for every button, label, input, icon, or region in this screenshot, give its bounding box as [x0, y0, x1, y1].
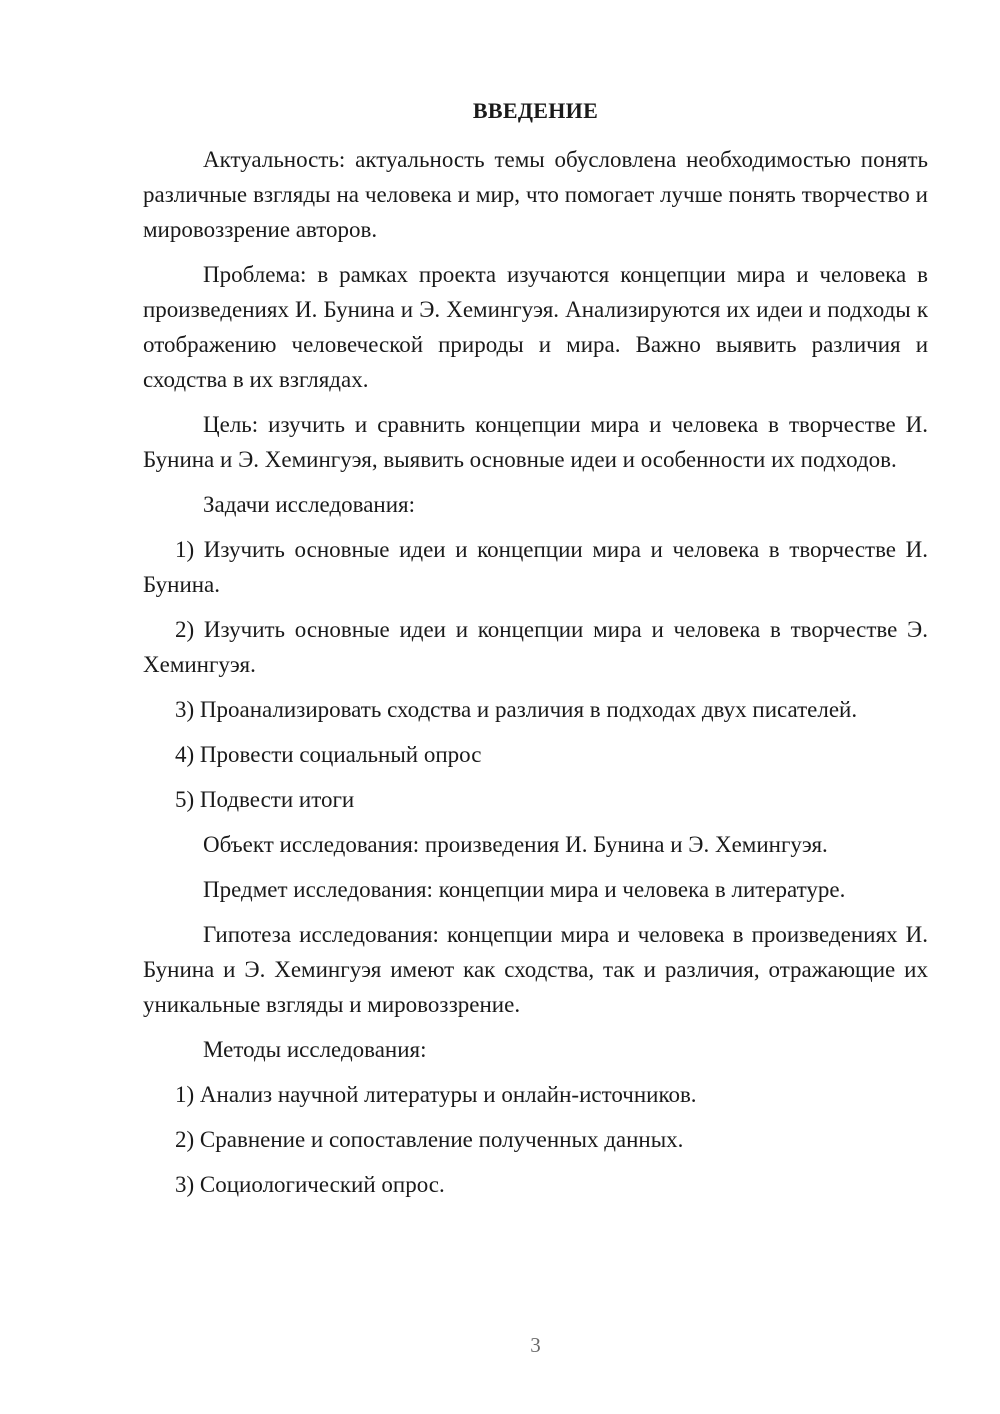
task-item-1: 1) Изучить основные идеи и концепции мира и человека в творчестве И. Бунина.	[143, 537, 928, 597]
relevance-paragraph: Актуальность: актуальность темы обусловлена необходимостью понять различные взгляды на человека и мир, что помогает лучше понять творчество и мировоззрение авторов.	[143, 147, 928, 242]
goal-paragraph: Цель: изучить и сравнить концепции мира и человека в творчестве И. Бунина и Э. Хемингуэя, выявить основные идеи и особенности их подходов.	[143, 412, 928, 472]
document-body	[143, 142, 928, 1212]
task-item-2: 2) Изучить основные идеи и концепции мира и человека в творчестве Э. Хемингуэя.	[143, 617, 928, 677]
problem-paragraph: Проблема: в рамках проекта изучаются концепции мира и человека в произведениях И. Бунина и Э. Хемингуэя. Анализируются их идеи и подходы к отображению человеческой природы и мира. Важно выявить различия и сходства в их взглядах.	[143, 262, 928, 392]
method-item-3: 3) Социологический опрос.	[175, 1172, 445, 1197]
page-title: ВВЕДЕНИЕ	[472, 98, 599, 123]
object-paragraph: Объект исследования: произведения И. Бунина и Э. Хемингуэя.	[203, 832, 828, 857]
tasks-heading: Задачи исследования:	[203, 492, 416, 517]
task-item-4: 4) Провести социальный опрос	[175, 742, 482, 767]
task-item-3: 3) Проанализировать сходства и различия в подходах двух писателей.	[175, 697, 858, 722]
methods-heading: Методы исследования:	[203, 1037, 427, 1062]
method-item-2: 2) Сравнение и сопоставление полученных данных.	[175, 1127, 684, 1152]
document-page	[143, 0, 928, 1414]
subject-paragraph: Предмет исследования: концепции мира и человека в литературе.	[203, 877, 846, 902]
hypothesis-paragraph: Гипотеза исследования: концепции мира и человека в произведениях И. Бунина и Э. Хемингуэя имеют как сходства, так и различия, отражающие их уникальные взгляды и мировоззрение.	[143, 922, 928, 1017]
page-number: 3	[530, 1333, 541, 1357]
method-item-1: 1) Анализ научной литературы и онлайн-источников.	[175, 1082, 697, 1107]
task-item-5: 5) Подвести итоги	[175, 787, 355, 812]
